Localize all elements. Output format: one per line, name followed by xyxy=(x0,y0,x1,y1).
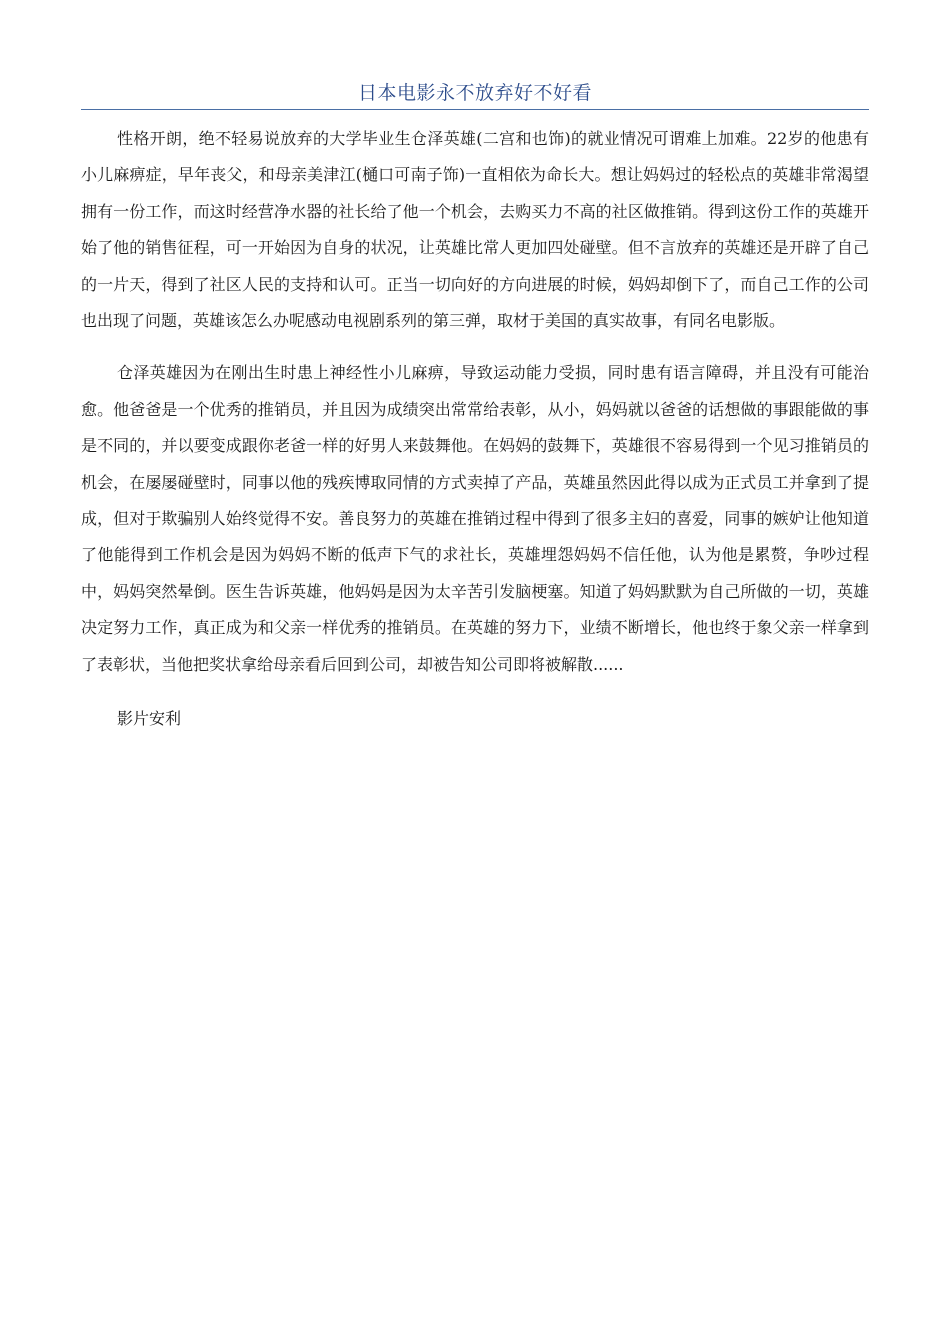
document-body xyxy=(81,121,869,756)
document-title: 日本电影永不放弃好不好看 xyxy=(357,82,592,104)
paragraph-recommendation-heading: 影片安利 xyxy=(117,709,182,729)
document-header xyxy=(81,78,869,110)
paragraph-plot-summary: 性格开朗，绝不轻易说放弃的大学毕业生仓泽英雄(二宫和也饰)的就业情况可谓难上加难。22岁的他患有小儿麻痹症，早年丧父，和母亲美津江(樋口可南子饰)一直相依为命长大。想让妈妈过的轻松点的英雄非常渴望拥有一份工作，而这时经营净水器的社长给了他一个机会，去购买力不高的社区做推销。得到这份工作的英雄开始了他的销售征程，可一开始因为自身的状况，让英雄比常人更加四处碰壁。但不言放弃的英雄还是开辟了自己的一片天，得到了社区人民的支持和认可。正当一切向好的方向进展的时候，妈妈却倒下了，而自己工作的公司也出现了问题，英雄该怎么办呢感动电视剧系列的第三弹，取材于美国的真实故事，有同名电影版。 xyxy=(81,129,869,331)
paragraph-story-detail: 仓泽英雄因为在刚出生时患上神经性小儿麻痹，导致运动能力受损，同时患有语言障碍，并且没有可能治愈。他爸爸是一个优秀的推销员，并且因为成绩突出常常给表彰，从小，妈妈就以爸爸的话想做的事跟能做的事是不同的，并以要变成跟你老爸一样的好男人来鼓舞他。在妈妈的鼓舞下，英雄很不容易得到一个见习推销员的机会，在屡屡碰壁时，同事以他的残疾博取同情的方式卖掉了产品，英雄虽然因此得以成为正式员工并拿到了提成，但对于欺骗别人始终觉得不安。善良努力的英雄在推销过程中得到了很多主妇的喜爱，同事的嫉妒让他知道了他能得到工作机会是因为妈妈不断的低声下气的求社长，英雄埋怨妈妈不信任他，认为他是累赘，争吵过程中，妈妈突然晕倒。医生告诉英雄，他妈妈是因为太辛苦引发脑梗塞。知道了妈妈默默为自己所做的一切，英雄决定努力工作，真正成为和父亲一样优秀的推销员。在英雄的努力下，业绩不断增长，他也终于象父亲一样拿到了表彰状，当他把奖状拿给母亲看后回到公司，却被告知公司即将被解散...... xyxy=(81,363,869,674)
